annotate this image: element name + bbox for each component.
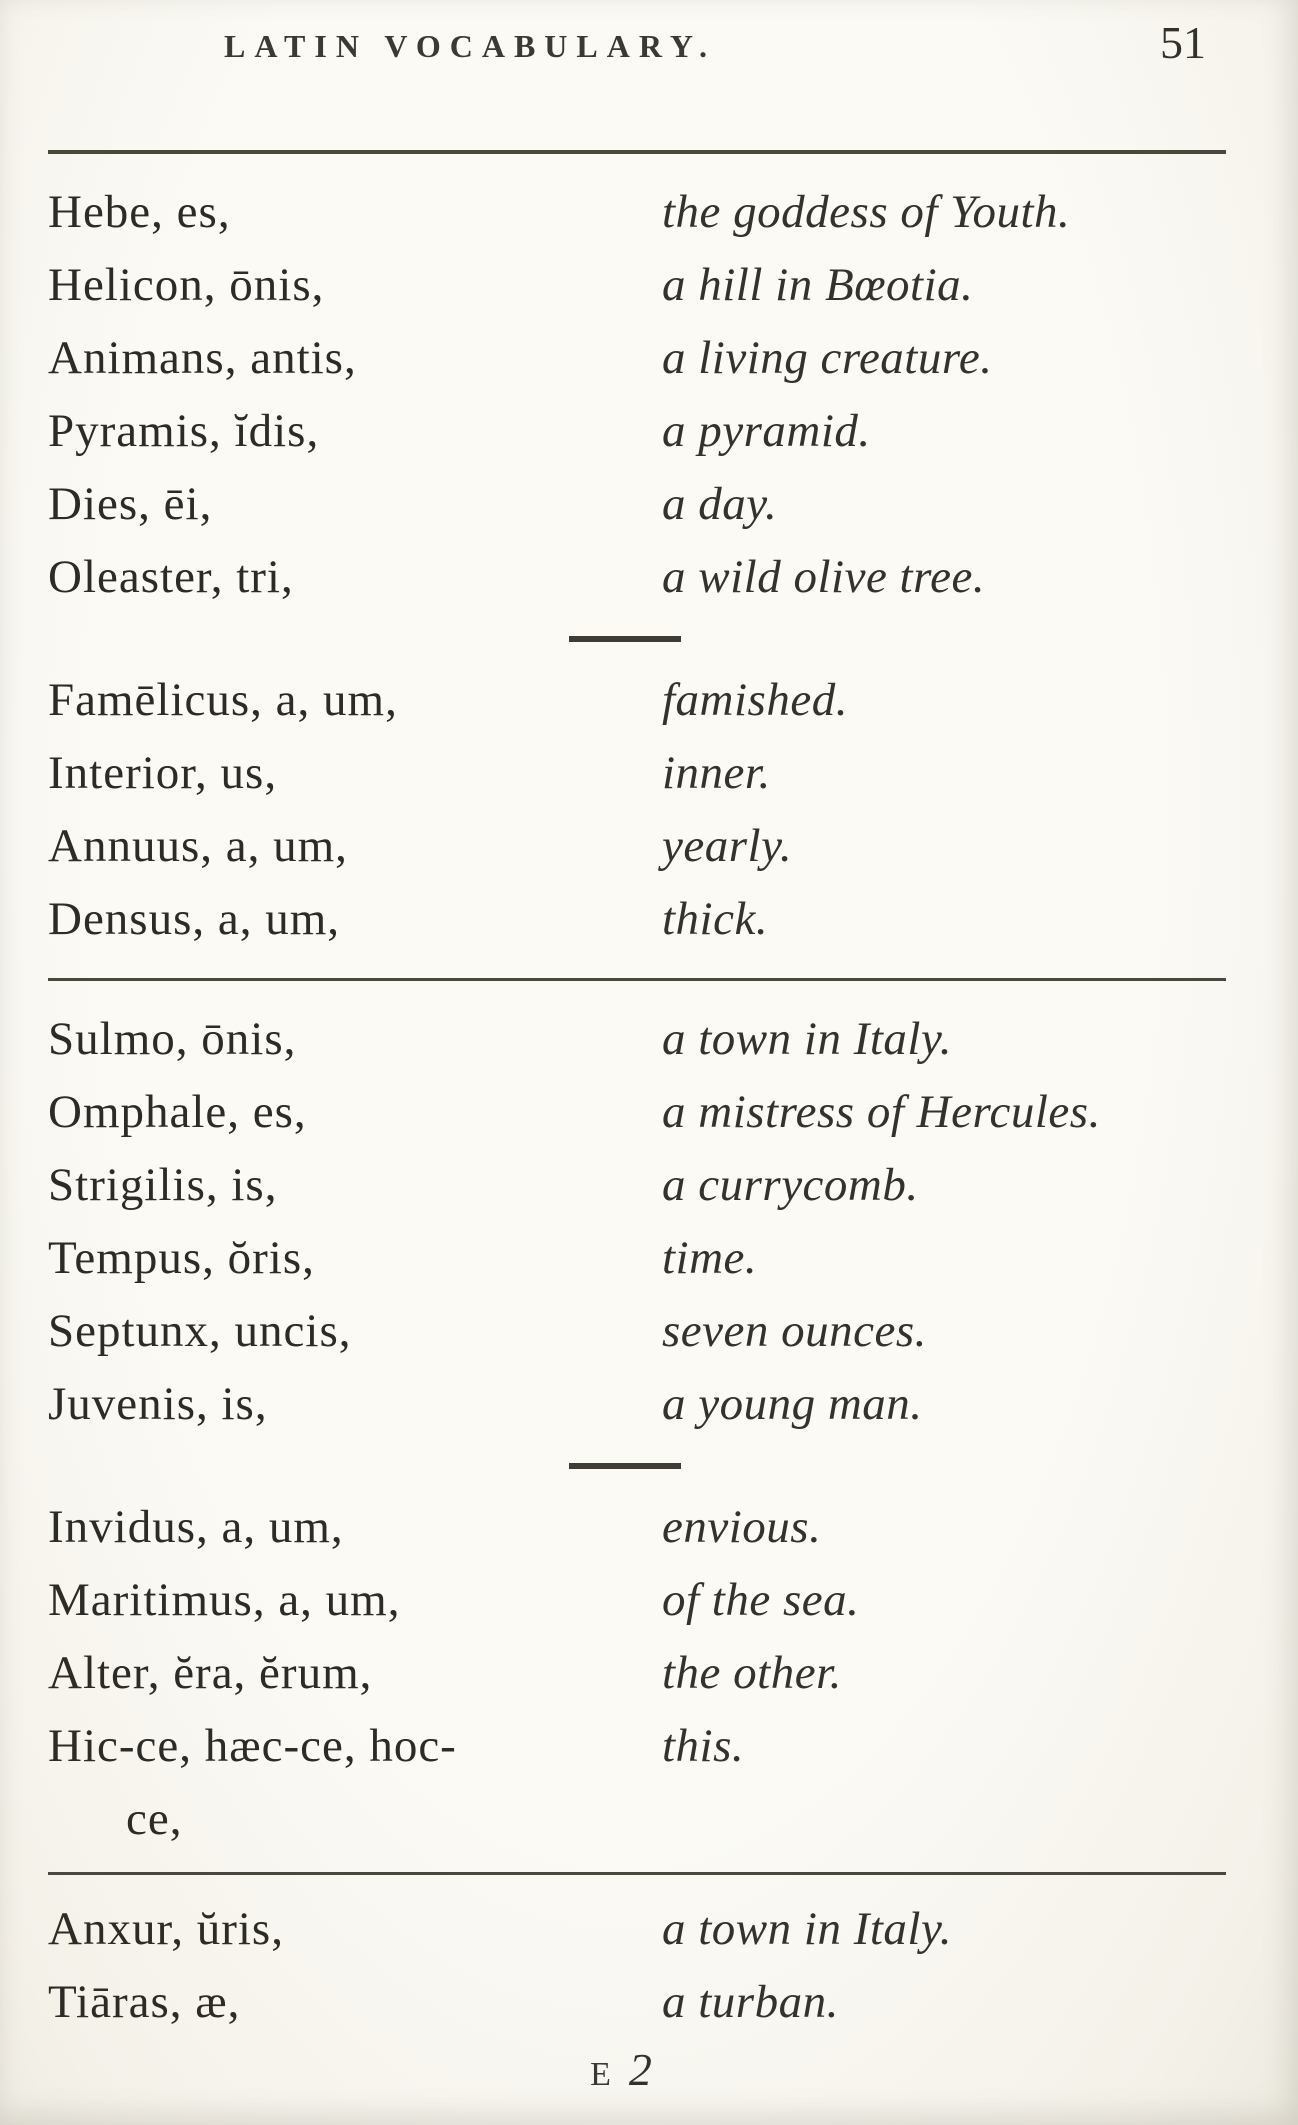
latin-term: Famēlicus, a, um, bbox=[48, 674, 398, 726]
latin-term: Animans, antis, bbox=[48, 332, 357, 384]
latin-term: Interior, us, bbox=[48, 747, 278, 799]
vocab-entry bbox=[48, 737, 1238, 810]
vocab-entry bbox=[48, 1893, 1238, 1966]
section-divider bbox=[569, 636, 681, 642]
vocab-section-4 bbox=[48, 1469, 1238, 1872]
english-gloss: a young man. bbox=[662, 1378, 923, 1430]
english-gloss: a town in Italy. bbox=[662, 1903, 952, 1955]
vocab-entry bbox=[48, 395, 1238, 468]
latin-term: Annuus, a, um, bbox=[48, 820, 348, 872]
page-footer bbox=[26, 2043, 1216, 2096]
vocab-entry bbox=[48, 1368, 1238, 1441]
english-gloss: thick. bbox=[662, 893, 769, 945]
vocab-entry bbox=[48, 1966, 1238, 2039]
vocab-section-2 bbox=[48, 642, 1238, 978]
english-gloss: a pyramid. bbox=[662, 405, 871, 457]
latin-term: Oleaster, tri, bbox=[48, 551, 294, 603]
page-number: 51 bbox=[1160, 17, 1206, 68]
latin-term: Pyramis, ĭdis, bbox=[48, 405, 320, 457]
vocab-section-1 bbox=[48, 154, 1238, 636]
english-gloss: a currycomb. bbox=[662, 1159, 919, 1211]
vocab-entry bbox=[48, 1076, 1238, 1149]
latin-term: Juvenis, is, bbox=[48, 1378, 268, 1430]
latin-term: Sulmo, ōnis, bbox=[48, 1013, 297, 1065]
latin-term: Septunx, uncis, bbox=[48, 1305, 352, 1357]
vocab-entry bbox=[48, 1003, 1238, 1076]
latin-term: Omphale, es, bbox=[48, 1086, 307, 1138]
english-gloss: inner. bbox=[662, 747, 771, 799]
latin-term: Hebe, es, bbox=[48, 186, 231, 238]
latin-term-line-2: ce, bbox=[126, 1793, 183, 1845]
vocab-entry bbox=[48, 322, 1238, 395]
english-gloss: envious. bbox=[662, 1501, 822, 1553]
vocab-entry bbox=[48, 1222, 1238, 1295]
latin-term: Tiāras, æ, bbox=[48, 1976, 241, 2028]
english-gloss: time. bbox=[662, 1232, 758, 1284]
english-gloss: a town in Italy. bbox=[662, 1013, 952, 1065]
vocab-entry bbox=[48, 1710, 1238, 1856]
english-gloss: yearly. bbox=[662, 820, 793, 872]
latin-term: Anxur, ŭris, bbox=[48, 1903, 284, 1955]
english-gloss: the goddess of Youth. bbox=[662, 186, 1071, 238]
latin-term: Helicon, ōnis, bbox=[48, 259, 325, 311]
vocab-entry bbox=[48, 1295, 1238, 1368]
english-gloss: of the sea. bbox=[662, 1574, 860, 1626]
running-title: LATIN VOCABULARY. bbox=[223, 28, 717, 64]
latin-term: Dies, ēi, bbox=[48, 478, 213, 530]
vocab-section-3 bbox=[48, 981, 1238, 1463]
english-gloss: this. bbox=[662, 1720, 745, 1772]
english-gloss: the other. bbox=[662, 1647, 842, 1699]
section-divider bbox=[569, 1463, 681, 1469]
english-gloss: a turban. bbox=[662, 1976, 839, 2028]
latin-term: Densus, a, um, bbox=[48, 893, 341, 945]
latin-term: Maritimus, a, um, bbox=[48, 1574, 401, 1626]
vocab-entry bbox=[48, 1637, 1238, 1710]
english-gloss: a living creature. bbox=[662, 332, 993, 384]
signature-number: 2 bbox=[628, 2044, 652, 2095]
vocab-entry bbox=[48, 1491, 1238, 1564]
latin-term-line-1: Hic-ce, hæc-ce, hoc- bbox=[48, 1720, 457, 1772]
english-gloss: a mistress of Hercules. bbox=[662, 1086, 1101, 1138]
english-gloss: a hill in Bœotia. bbox=[662, 259, 974, 311]
english-gloss: famished. bbox=[662, 674, 848, 726]
vocab-entry bbox=[48, 249, 1238, 322]
latin-term bbox=[48, 1710, 620, 1856]
vocab-entry bbox=[48, 810, 1238, 883]
latin-term: Alter, ĕra, ĕrum, bbox=[48, 1647, 373, 1699]
vocab-entry bbox=[48, 664, 1238, 737]
english-gloss: a wild olive tree. bbox=[662, 551, 986, 603]
latin-term: Strigilis, is, bbox=[48, 1159, 278, 1211]
vocab-entry bbox=[48, 883, 1238, 956]
vocab-section-5 bbox=[48, 1875, 1238, 2039]
vocab-entry bbox=[48, 1564, 1238, 1637]
latin-term: Invidus, a, um, bbox=[48, 1501, 344, 1553]
vocab-entry bbox=[48, 468, 1238, 541]
english-gloss: seven ounces. bbox=[662, 1305, 927, 1357]
vocab-entry bbox=[48, 1149, 1238, 1222]
signature-letter: E bbox=[590, 2056, 615, 2093]
english-gloss: a day. bbox=[662, 478, 778, 530]
vocab-entry bbox=[48, 176, 1238, 249]
latin-term: Tempus, ŏris, bbox=[48, 1232, 315, 1284]
vocab-entry bbox=[48, 541, 1238, 614]
